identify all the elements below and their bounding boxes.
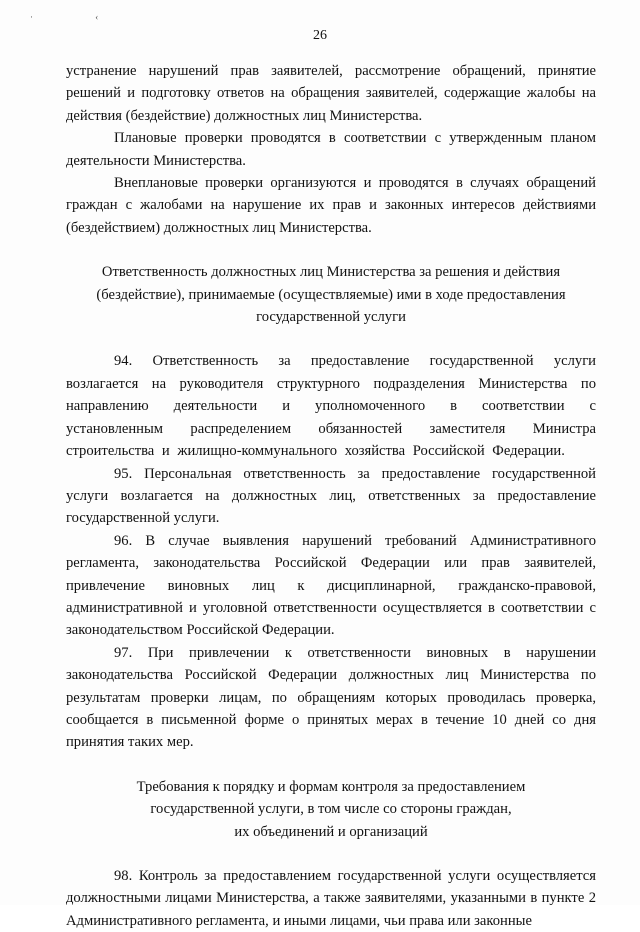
clause-95: 95. Персональная ответственность за предоставление государственной услуги возлагается на должностных лиц, ответственных за предоставление государственной услуги. <box>66 465 596 527</box>
paragraph-unplanned-inspections: Внеплановые проверки организуются и проводятся в случаях обращений граждан с жалобами на нарушение их прав и законных интересов действиями (бездействием) должностных лиц Министерства. <box>66 175 596 236</box>
heading-line: (бездействие), принимаемые (осуществляемые) ими в ходе предоставления <box>96 286 566 303</box>
clause-97: 97. При привлечении к ответственности виновных в нарушении законодательства Российской Федерации должностных лиц Министерства по результатам проверки лицам, по обращениям которых проводилась проверка, сообщается в письменной форме о принятых мерах в течение 10 дней со дня принятия таких мер. <box>66 644 596 751</box>
spacer <box>66 754 596 776</box>
heading-line: государственной услуги <box>256 309 406 326</box>
scan-marks: · ‹ <box>30 12 129 22</box>
heading-line: Требования к порядку и формам контроля за предоставлением <box>136 778 526 795</box>
spacer <box>66 328 596 350</box>
page-number: 26 <box>313 28 327 43</box>
paragraph-continuation: устранение нарушений прав заявителей, рассмотрение обращений, принятие решений и подготовку ответов на обращения заявителей, содержащие жалобы на действия (бездействие) должностных лиц Министерства. <box>66 63 596 124</box>
clause-98: 98. Контроль за предоставлением государственной услуги осуществляется должностными лицами Министерства, а также заявителями, указанными в пункте 2 Административного регламента, и иными лицами, чьи права или законные <box>66 868 596 929</box>
spacer <box>66 239 596 261</box>
paragraph-planned-inspections: Плановые проверки проводятся в соответствии с утвержденным планом деятельности Министерства. <box>66 130 596 169</box>
heading-line: Ответственность должностных лиц Министерства за решения и действия <box>101 264 561 281</box>
document-body <box>66 60 596 932</box>
heading-line: их объединений и организаций <box>234 823 428 840</box>
clause-96: 96. В случае выявления нарушений требований Административного регламента, законодательства Российской Федерации или прав заявителей, привлечение виновных лиц к дисциплинарной, гражданско-правовой, административной и уголовной ответственности осуществляется в соответствии с законодательством Российской Федерации. <box>66 532 596 639</box>
section-heading-responsibility <box>66 261 596 328</box>
section-heading-control-requirements <box>66 776 596 843</box>
heading-line: государственной услуги, в том числе со стороны граждан, <box>150 801 512 818</box>
spacer <box>66 843 596 865</box>
clause-94: 94. Ответственность за предоставление государственной услуги возлагается на руководителя структурного подразделения Министерства по направлению деятельности и уполномоченного в соответствии с установленным распределением обязанностей заместителя Министра строительства и жилищно-коммунального хозяйства Российской Федерации. <box>66 353 596 460</box>
